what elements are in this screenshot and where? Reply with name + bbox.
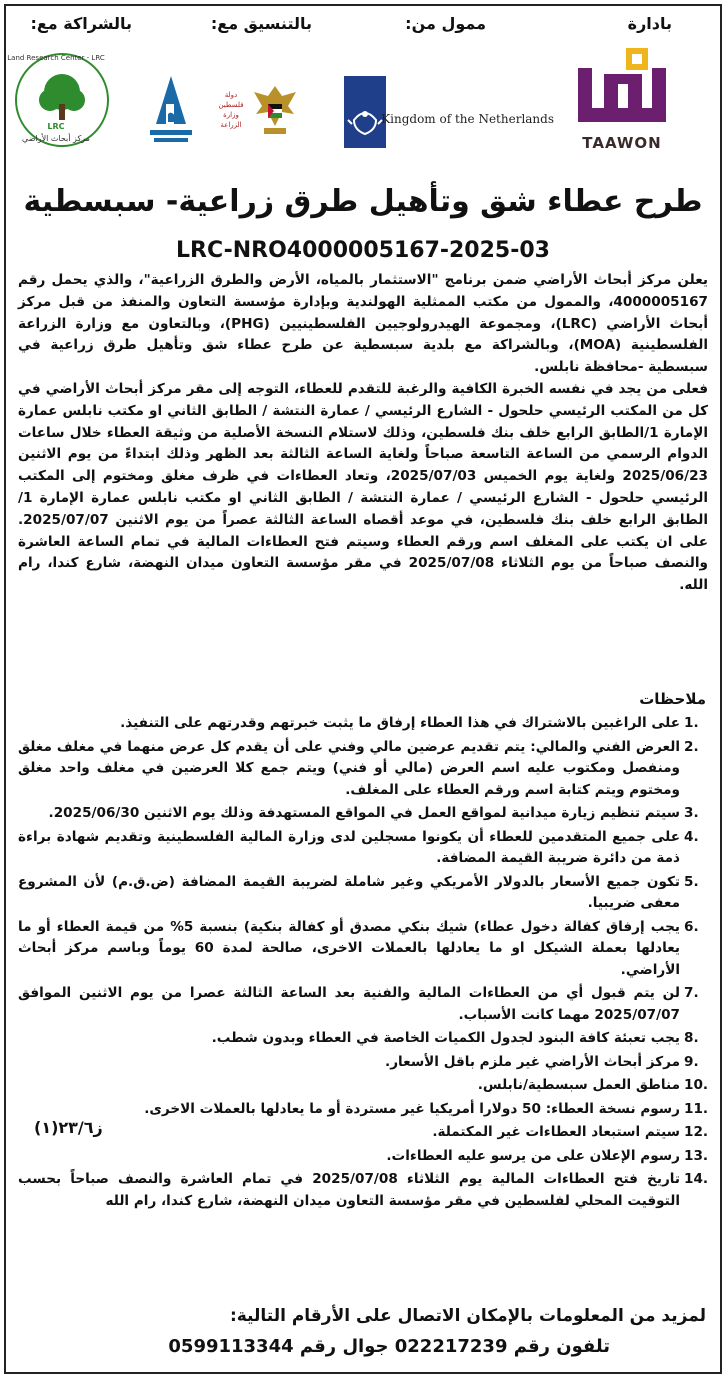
taawon-mark-icon (572, 46, 672, 130)
label-coordination: بالتنسيق مع: (210, 14, 312, 33)
logos-row (7, 46, 712, 156)
list-item: 3. سيتم تنظيم زيارة ميدانية لمواقع العمل في المواقع المستهدفة وذلك يوم الاثنين 2025/06/30. (48, 805, 699, 821)
list-item: 2. العرض الفني والمالي: يتم تقديم عرضين مالي وفني على أن يقدم كل عرض منهما في مغلف مغلق ومنفصل ومكتوب عليه اسم العرض (مالي أو فني) ويتم جمع كلا العرضين في مغلف واحد مغلق ومختوم ويتم كتابة اسم ورقم العطاء على المغلف. (18, 738, 699, 798)
contact-heading: لمزيد من المعلومات بالإمكان الاتصال على الأرقام التالية: (229, 1306, 706, 1326)
dutch-coat-of-arms-icon (344, 76, 386, 148)
list-item: 10. مناطق العمل سبسطية/نابلس. (477, 1077, 709, 1093)
moa-logo (214, 46, 298, 142)
announcement-body (18, 270, 708, 597)
lrc-center-text: LRC (47, 122, 65, 131)
list-item: 9. مركز أبحاث الأراضي غير ملزم باقل الأسعار. (385, 1053, 699, 1070)
paragraph-intro: يعلن مركز أبحاث الأراضي ضمن برنامج "الاستثمار بالمياه، الأرض والطرق الزراعية"، والذي يحمل رقم 4000005167، والممول من مكتب الممثلية الهولندية وبإدارة مؤسسة التعاون والمنفذ من قبل مركز أبحاث الأراضي (LRC)، ومجموعة الهيدرولوجيين الفلسطينيين (PHG)، وبالتعاون مع وزارة الزراعة الفلسطينية (MOA)، وبالشراكة مع بلدية سبسطية عن طرح عطاء شق وتأهيل طرق زراعية في سبسطية -محافظة نابلس. (18, 272, 708, 376)
list-item: 6. يجب إرفاق كفالة دخول عطاء) شيك بنكي مصدق أو كفالة بنكية) بنسبة 5% من قيمة العطاء أو ما يعادلها بعملة الشيكل او ما يعادلها بالعملات الاخرى، صالحة لمدة 60 يوماً وباسم مركز أبحاث الأراضي. (18, 918, 699, 978)
netherlands-text: Kingdom of the Netherlands (381, 112, 554, 126)
netherlands-logo (342, 46, 554, 136)
list-item: 11. رسوم نسخة العطاء: 50 دولارا أمريكيا غير مستردة أو ما يعادلها بالعملات الاخرى. (144, 1100, 709, 1117)
tender-advertisement (4, 4, 722, 1374)
lrc-ring-text: Land Research Center - LRC (7, 54, 105, 62)
paragraph-instructions: فعلى من يجد في نفسه الخبرة الكافية والرغبة للتقدم للعطاء، التوجه إلى مقر مركز أبحاث الأراضي في كل من المكتب الرئيسي حلحول - الشارع الرئيسي / عمارة النتشة / الطابق الثاني او مكتب نابلس عمارة الإمارة 1/الطابق الرابع خلف بنك فلسطين، وذلك لاستلام النسخة الأصلية من وثيقة العطاء خلال ساعات الدوام الرسمي من الساعة التاسعة صباحاً ولغاية الساعة الثالثة بعد الظهر وذلك ابتداءً من يوم الاثنين 2025/06/23 ولغاية يوم الخميس 2025/07/03، وتعاد العطاءات في ظرف مغلق ومختوم إلى المكتب الرئيسي حلحول - الشارع الرئيسي / عمارة النتشة / الطابق الثاني او مكتب نابلس عمارة الإمارة 1/الطابق الرابع خلف بنك فلسطين، في موعد أقصاه الساعة الثالثة عصراً من يوم الاثنين 2025/07/07. على ان يكتب على المغلف اسم ورقم العطاء وسيتم فتح العطاءات المالية في تمام الساعة العاشرة والنصف صباحاً من يوم الثلاثاء 2025/07/08 في مقر مؤسسة التعاون ميدان النهضة، شارع كندا، رام الله. (18, 380, 708, 594)
notes-list (18, 713, 710, 1214)
list-item: 7. لن يتم قبول أي من العطاءات المالية والفنية بعد الساعة الثالثة عصرا من يوم الاثنين الموافق 2025/07/07 مهما كانت الأسباب. (18, 985, 699, 1023)
header-labels (14, 14, 712, 40)
page-title: طرح عطاء شق وتأهيل طرق زراعية- سبسطية (23, 184, 703, 219)
list-item: 12. سيتم استبعاد العطاءات غير المكتملة. (432, 1124, 709, 1140)
taawon-name: TAAWON (582, 134, 662, 152)
contact-numbers: تلفون رقم 022217239 جوال رقم 0599113344 (168, 1336, 610, 1357)
phg-water-drop-icon (146, 74, 196, 154)
moa-caption: دولة فلسطين وزارة الزراعة (218, 91, 244, 129)
palestine-eagle-icon (252, 82, 298, 138)
list-item: 4. على جميع المتقدمين للعطاء أن يكونوا مسجلين لدى وزارة المالية الفلسطينية وتقديم شهادة براءة ذمة من دائرة ضريبة القيمة المضافة. (18, 828, 699, 866)
taawon-logo (572, 46, 672, 152)
label-management: بادارة (627, 14, 672, 33)
tender-reference: LRC-NRO4000005167-2025-03 (176, 238, 550, 263)
netherlands-ribbon (344, 76, 386, 148)
label-funded: ممول من: (405, 14, 486, 33)
phg-logo (146, 46, 196, 136)
list-item: 1. على الراغبين بالاشتراك في هذا العطاء إرفاق ما يثبت خبرتهم وقدرتهم على التنفيذ. (120, 715, 699, 731)
list-item: 5. تكون جميع الأسعار بالدولار الأمريكي وغير شاملة لضريبة القيمة المضافة (ض.ق.م) لأن المشروع معفى ضريبيا. (18, 873, 699, 911)
publication-code: ز٢٣/٦(١) (34, 1118, 103, 1137)
lrc-arabic-text: مركز أبحاث الأراضي (22, 134, 90, 143)
list-item: 13. رسوم الإعلان على من يرسو عليه العطاءات. (386, 1147, 709, 1164)
lrc-logo (4, 46, 114, 156)
list-item: 8. يجب تعبئة كافة البنود لجدول الكميات الخاصة في العطاء وبدون شطب. (211, 1030, 699, 1046)
list-item: 14. تاريخ فتح العطاءات المالية يوم الثلاثاء 2025/07/08 في تمام العاشرة والنصف صباحاً بحسب التوقيت المحلي لفلسطين في مقر مؤسسة التعاون ميدان النهضة، شارع كندا، رام الله (18, 1171, 709, 1209)
notes-heading: ملاحظات (639, 690, 706, 708)
label-partnership: بالشراكة مع: (30, 14, 132, 33)
